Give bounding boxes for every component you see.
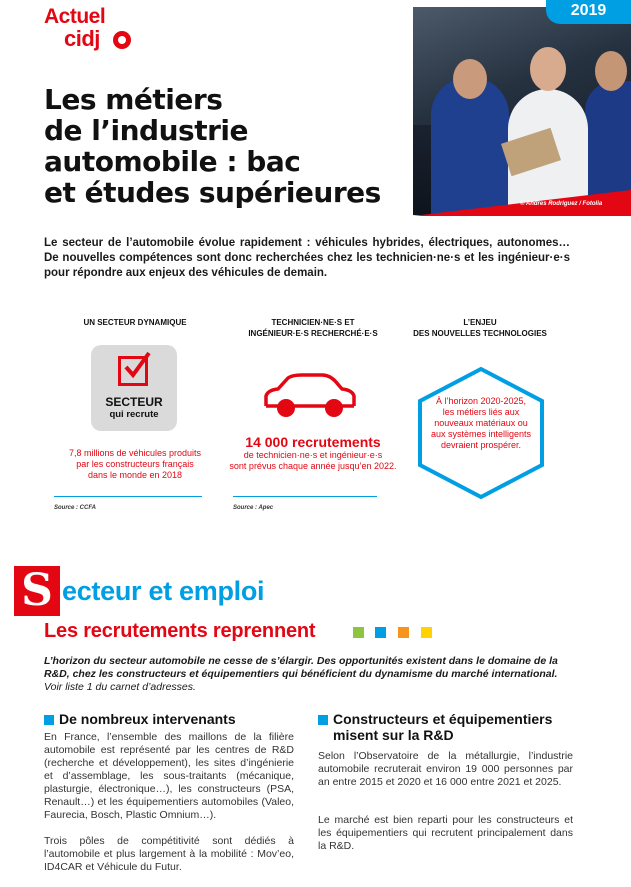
car-icon [262,372,358,422]
sector-card-sub: qui recrute [109,409,159,420]
divider [54,496,202,497]
color-square-blue [375,627,386,638]
photo-credit: © Andres Rodriguez / Fotolia [520,201,603,207]
source-apec: Source : Apec [233,505,274,511]
page-title: Les métiers de l’industrie automobile : bac et études supérieures [44,83,381,209]
photo-red-stripe [413,180,631,216]
subheading: Les recrutements reprennent [44,620,316,642]
logo-cidj: cidj [64,26,100,51]
infographic-heading-3: L’ENJEU DES NOUVELLES TECHNOLOGIES [413,318,547,338]
right-paragraph-1: Selon l’Observatoire de la métallurgie, l’industrie automobile recruterait environ 19 000 personnes par an entre 2015 et 2020 et 16 000 entre 2021 et 2025. [318,750,573,788]
logo-actuel: Actuel [44,5,106,28]
vehicles-stat: 7,8 millions de véhicules produits par les constructeurs français dans le monde en 2018 [68,448,202,480]
color-square-yellow [421,627,432,638]
divider [233,496,377,497]
section-title: ecteur et emploi [62,576,265,606]
left-paragraph-1: En France, l’ensemble des maillons de la filière automobile est représenté par les centres de R&D (recherche et développement), les sites d’ingénierie et d’assemblage, les sous-traitants (mécanique, plasturgie, électronique…), les constructeurs (PSA, Renault…) et les équipementiers automobiles (Valeo, Faurecia, Bosch, Plastic Omnium…). [44,731,294,821]
color-square-green [353,627,364,638]
source-ccfa: Source : CCFA [54,505,97,511]
right-paragraph-2: Le marché est bien reparti pour les constructeurs et les équipementiers qui recrutent principalement dans la R&D. [318,814,573,852]
recruitment-number: 14 000 recrutements [245,434,381,450]
technology-text: À l’horizon 2020-2025, les métiers liés aux nouveaux matériaux ou aux systèmes intelligents devraient prospérer. [430,396,532,450]
lead-paragraph: L’horizon du secteur automobile ne cesse de s’élargir. Des opportunités existent dans le domaine de la R&D, chez les constructeurs et équipementiers qui bénéficient du dynamisme du marché international. Voir liste 1 du carnet d’adresses. [44,655,558,693]
section-initial: S [14,566,60,616]
logo-wheel-icon [113,31,131,49]
checkbox-icon [118,356,148,386]
address-note: Voir liste 1 du carnet d’adresses. [44,681,196,693]
intro-paragraph: Le secteur de l’automobile évolue rapidement : véhicules hybrides, électriques, autonomes… De nouvelles compétences sont donc recherchées chez les technicien·ne·s et les ingénieur·e·s pour répondre aux enjeux des véhicules de demain. [44,237,570,279]
left-paragraph-2: Trois pôles de compétitivité sont dédiés à l’automobile et plus largement à la mobilité : Mov’eo, ID4CAR et Véhicule du Futur. [44,835,294,873]
right-column-heading: Constructeurs et équipementiers misent sur la R&D [318,711,588,743]
recruitment-text: de technicien·ne·s et ingénieur·e·s sont prévus chaque année jusqu’en 2022. [229,450,397,471]
infographic-heading-2: TECHNICIEN·NE·S ET INGÉNIEUR·E·S RECHERCHÉ·E·S [248,318,378,338]
year-badge: 2019 [546,0,631,24]
sector-card-title: SECTEUR [105,395,163,409]
bullet-square-icon [44,715,54,725]
bullet-square-icon [318,715,328,725]
infographic-heading-1: UN SECTEUR DYNAMIQUE [83,318,187,327]
left-column-heading: De nombreux intervenants [44,711,304,727]
color-square-orange [398,627,409,638]
